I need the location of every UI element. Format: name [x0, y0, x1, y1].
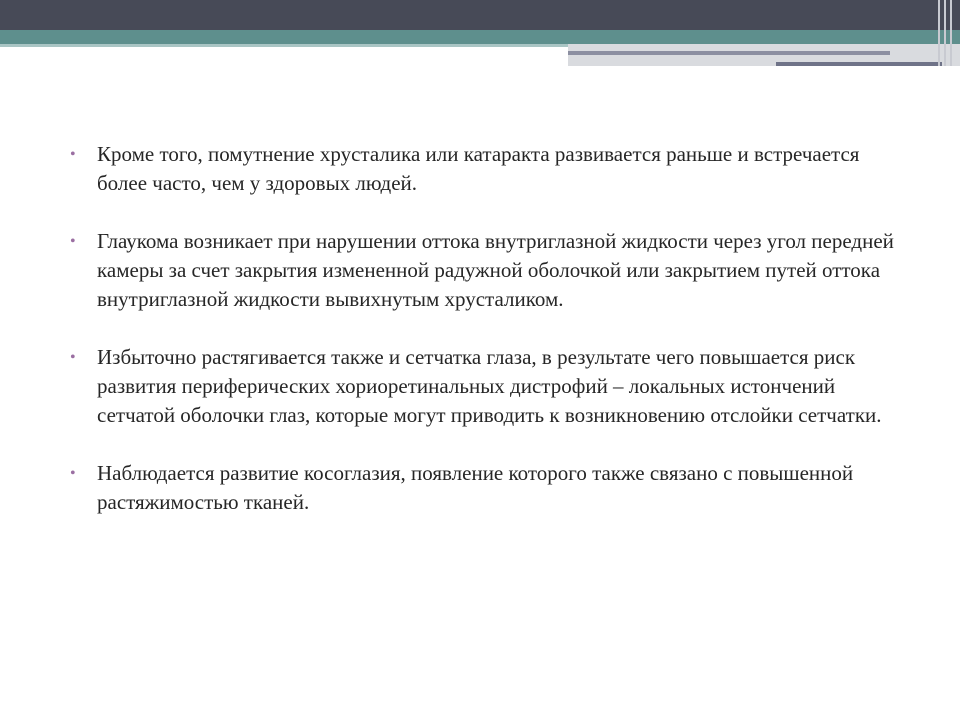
header-vertical-lines — [930, 0, 960, 66]
bullet-list — [70, 140, 910, 546]
bullet-dot-icon: • — [70, 465, 76, 482]
bullet-dot-icon: • — [70, 233, 76, 250]
bullet-text: Избыточно растягивается также и сетчатка глаза, в результате чего повышается риск развития периферических хориоретинальных дистрофий – локальных истончений сетчатой оболочки глаз, которые могут приводить к возникновению отслойки сетчатки. — [97, 345, 882, 427]
bullet-item — [70, 343, 910, 430]
bullet-text: Глаукома возникает при нарушении оттока внутриглазной жидкости через угол передней камеры за счет закрытия измененной радужной оболочкой или закрытием путей оттока внутриглазной жидкости вывихнутым хрусталиком. — [97, 229, 894, 311]
bullet-item — [70, 140, 910, 198]
header-bar-teal — [0, 30, 960, 44]
header-stripe — [568, 51, 890, 55]
bullet-text: Кроме того, помутнение хрусталика или катаракта развивается раньше и встречается более часто, чем у здоровых людей. — [97, 142, 860, 195]
bullet-text: Наблюдается развитие косоглазия, появление которого также связано с повышенной растяжимостью тканей. — [97, 461, 854, 514]
header-bar-teal-light — [0, 44, 568, 47]
bullet-dot-icon: • — [70, 146, 76, 163]
bullet-item — [70, 459, 910, 517]
bullet-item — [70, 227, 910, 314]
bullet-dot-icon: • — [70, 349, 76, 366]
header-stripe — [776, 62, 942, 66]
header-bar-dark — [0, 0, 960, 30]
